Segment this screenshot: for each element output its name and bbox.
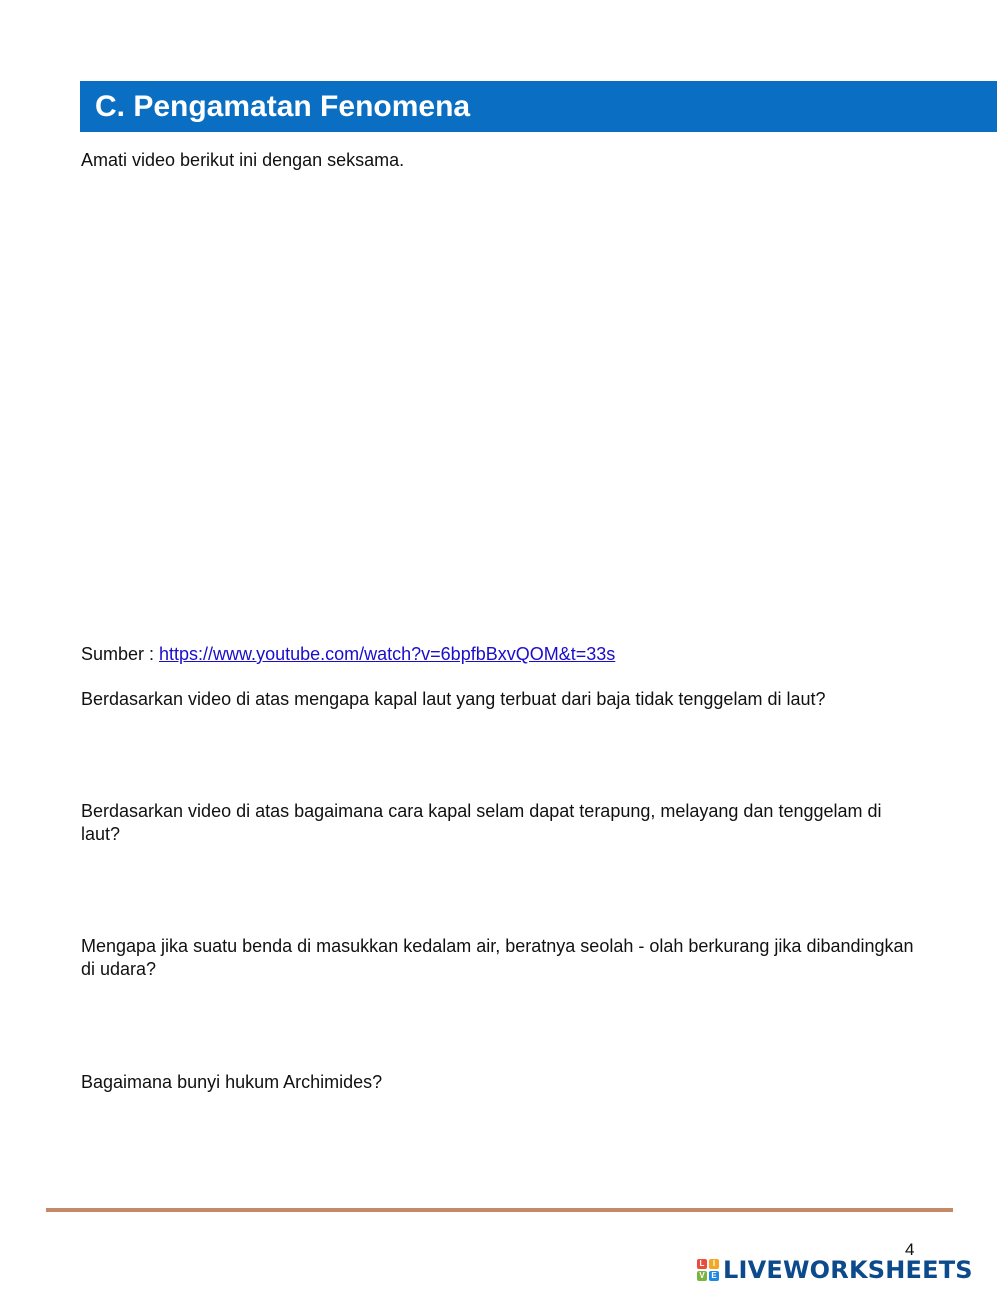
- question-4: Bagaimana bunyi hukum Archimides?: [81, 1072, 383, 1092]
- question-3: Mengapa jika suatu benda di masukkan kedalam air, beratnya seolah - olah berkurang jika dibandingkan di udara?: [81, 936, 914, 979]
- question-2: Berdasarkan video di atas bagaimana cara kapal selam dapat terapung, melayang dan tenggelam di laut?: [81, 801, 882, 844]
- logo-letter-l: L: [697, 1259, 707, 1269]
- brand-name: LIVEWORKSHEETS: [723, 1256, 973, 1284]
- source-link[interactable]: https://www.youtube.com/watch?v=6bpfbBxvQOM&t=33s: [159, 644, 616, 664]
- logo-letter-e: E: [709, 1271, 719, 1281]
- liveworksheets-brand[interactable]: [697, 1257, 973, 1283]
- footer-divider: [46, 1208, 953, 1212]
- section-header: [80, 81, 997, 132]
- intro-text: Amati video berikut ini dengan seksama.: [81, 150, 405, 170]
- liveworksheets-logo-icon: [697, 1259, 719, 1281]
- question-1: Berdasarkan video di atas mengapa kapal laut yang terbuat dari baja tidak tenggelam di laut?: [81, 689, 826, 709]
- logo-letter-i: I: [709, 1259, 719, 1269]
- logo-letter-v: V: [697, 1271, 707, 1281]
- source-line: [81, 643, 615, 666]
- section-title: C. Pengamatan Fenomena: [95, 90, 471, 123]
- page-number: 4: [905, 1240, 915, 1259]
- source-label: Sumber :: [81, 644, 160, 664]
